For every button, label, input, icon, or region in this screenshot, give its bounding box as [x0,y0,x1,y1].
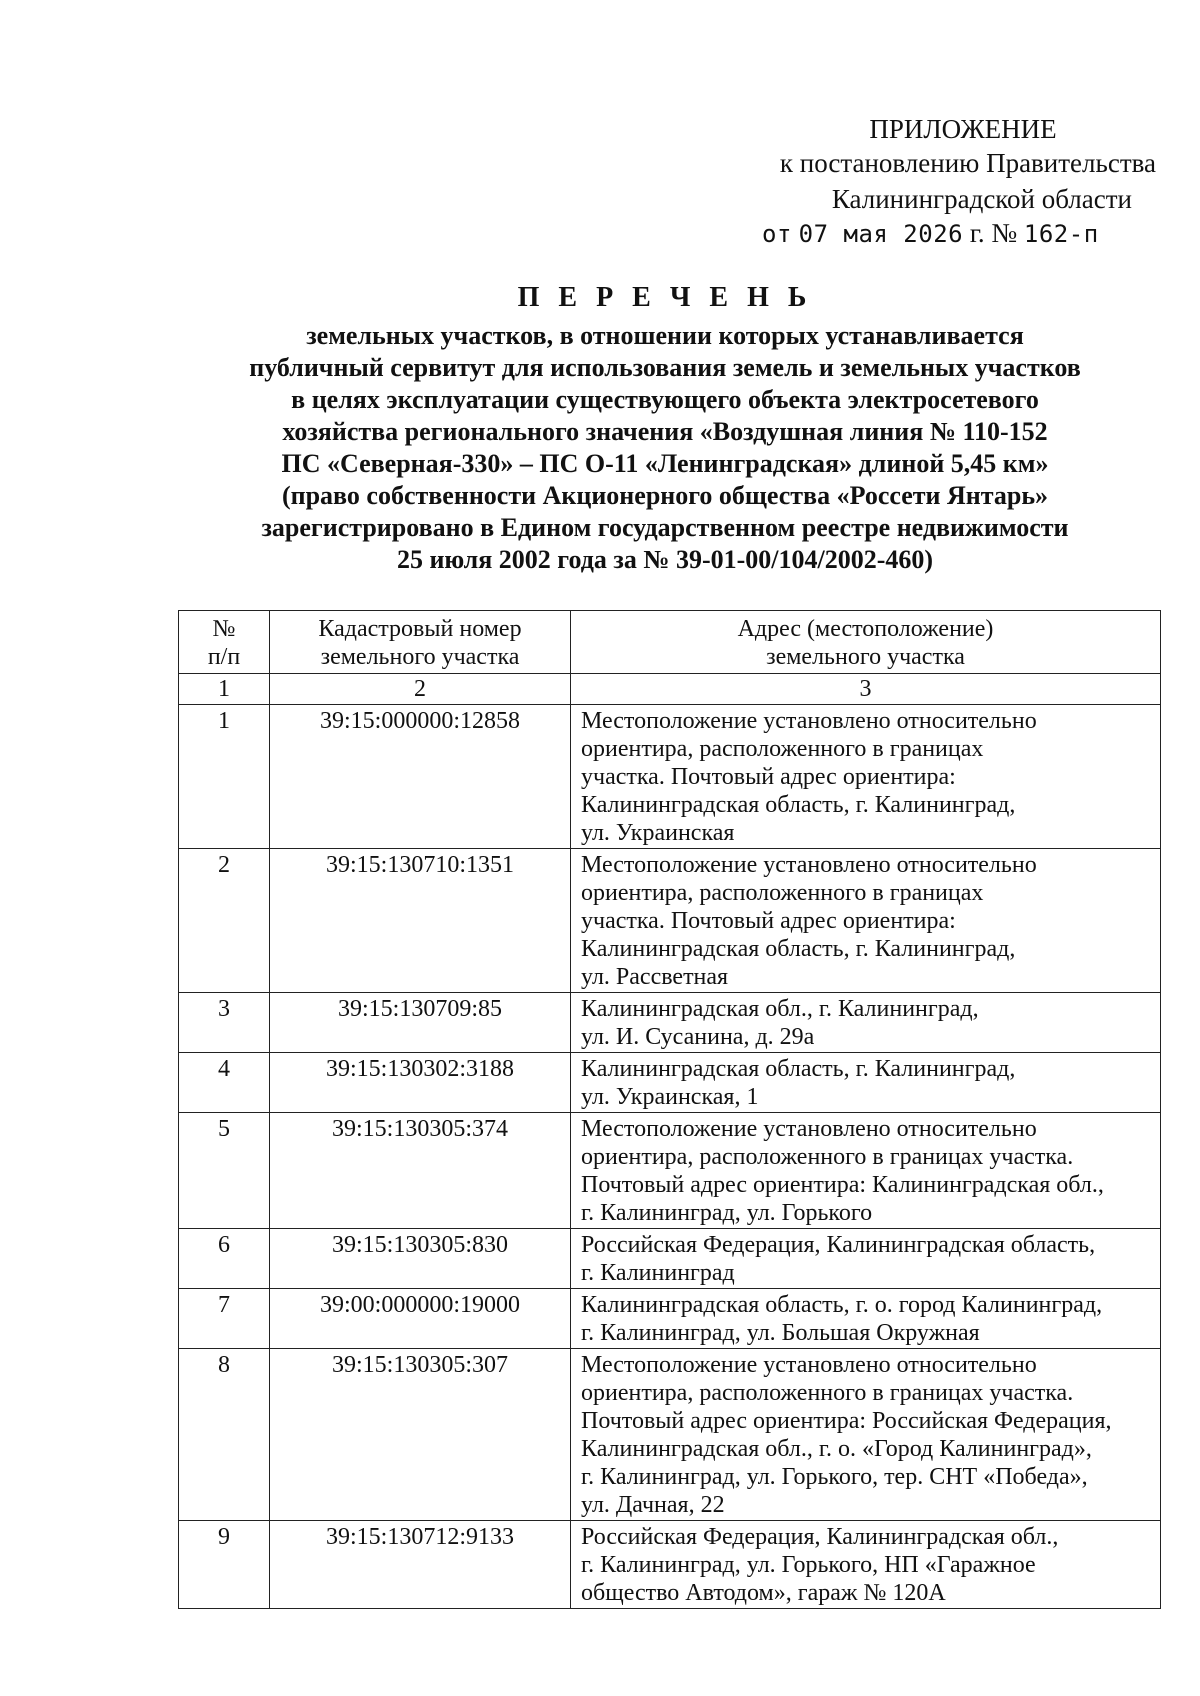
address-line: Калининградская область, г. Калининград, [581,1056,1016,1082]
subtitle-line: (право собственности Акционерного общества «Россети Янтарь» [281,481,1049,510]
cadastral-number: 39:15:130305:307 [270,1349,571,1521]
plot-address [571,1289,1161,1349]
document-subtitle [160,320,1170,576]
plot-address [571,993,1161,1053]
appendix-line-2: Калининградской области [831,184,1132,214]
land-plots-table [178,610,1161,1609]
document-title [160,282,1170,576]
table-row [179,1053,1161,1113]
address-line: ул. Украинская [581,820,735,846]
cadastral-number: 39:15:130709:85 [270,993,571,1053]
row-number: 5 [179,1113,270,1229]
column-numbers-row [179,674,1161,705]
address-line: г. Калининград, ул. Большая Окружная [581,1320,980,1346]
header-cadastral-line: Кадастровый номер [318,616,522,642]
address-line: г. Калининград, ул. Горького, тер. СНТ «Победа», [581,1464,1088,1490]
address-line: Российская Федерация, Калининградская обл., [581,1524,1059,1550]
cadastral-number: 39:15:130712:9133 [270,1521,571,1609]
header-num-line: п/п [207,644,241,670]
row-number: 2 [179,849,270,993]
decree-number: 162-п [1023,220,1099,248]
table-row [179,705,1161,849]
cadastral-number: 39:15:000000:12858 [270,705,571,849]
address-line: Калининградская область, г. о. город Калининград, [581,1292,1103,1318]
table-row [179,1521,1161,1609]
appendix-title: ПРИЛОЖЕНИЕ [869,114,1057,144]
date-prefix: от [762,220,792,248]
row-number: 4 [179,1053,270,1113]
cadastral-number: 39:15:130302:3188 [270,1053,571,1113]
address-line: г. Калининград, ул. Горького [581,1200,873,1226]
plot-address [571,1053,1161,1113]
table-row [179,1113,1161,1229]
plot-address [571,1229,1161,1289]
address-line: Местоположение установлено относительно [581,852,1037,878]
subtitle-line: зарегистрировано в Едином государственном реестре недвижимости [261,513,1069,542]
header-address-line: Адрес (местоположение) [737,616,994,642]
address-line: общество Автодом», гараж № 120А [581,1580,946,1606]
appendix-line-1: к постановлению Правительства [779,148,1156,178]
address-line: Почтовый адрес ориентира: Российская Федерация, [581,1408,1112,1434]
row-number: 7 [179,1289,270,1349]
table-body [179,705,1161,1609]
address-line: г. Калининград, ул. Горького, НП «Гаражное [581,1552,1036,1578]
column-number: 2 [270,674,571,705]
row-number: 1 [179,705,270,849]
address-line: участка. Почтовый адрес ориентира: [581,908,956,934]
subtitle-line: ПС «Северная-330» – ПС О-11 «Ленинградская» длиной 5,45 км» [281,449,1049,478]
appendix-date-line [740,216,1180,251]
appendix-block [740,112,1180,251]
header-cadastral [270,611,571,674]
address-line: Калининградская область, г. Калининград, [581,936,1016,962]
row-number: 6 [179,1229,270,1289]
row-number: 3 [179,993,270,1053]
document-heading: П Е Р Е Ч Е Н Ь [517,282,813,313]
address-line: ориентира, расположенного в границах участка. [581,1144,1074,1170]
table-header-row [179,611,1161,674]
address-line: участка. Почтовый адрес ориентира: [581,764,956,790]
address-line: ориентира, расположенного в границах участка. [581,1380,1074,1406]
address-line: Местоположение установлено относительно [581,1352,1037,1378]
address-line: Калининградская область, г. Калининград, [581,792,1016,818]
header-address [571,611,1161,674]
plot-address [571,849,1161,993]
address-line: ул. И. Сусанина, д. 29а [581,1024,815,1050]
subtitle-line: хозяйства регионального значения «Воздушная линия № 110-152 [282,417,1048,446]
address-line: ул. Дачная, 22 [581,1492,725,1518]
table-row [179,849,1161,993]
cadastral-number: 39:15:130710:1351 [270,849,571,993]
cadastral-number: 39:15:130305:374 [270,1113,571,1229]
subtitle-line: в целях эксплуатации существующего объекта электросетевого [291,385,1039,414]
cadastral-number: 39:00:000000:19000 [270,1289,571,1349]
address-line: Калининградская обл., г. о. «Город Калининград», [581,1436,1092,1462]
address-line: ориентира, расположенного в границах [581,736,984,762]
address-line: г. Калининград [581,1260,735,1286]
address-line: Местоположение установлено относительно [581,708,1037,734]
plot-address [571,1349,1161,1521]
address-line: Калининградская обл., г. Калининград, [581,996,979,1022]
table-row [179,1349,1161,1521]
address-line: Почтовый адрес ориентира: Калининградская обл., [581,1172,1104,1198]
address-line: Местоположение установлено относительно [581,1116,1037,1142]
address-line: ул. Рассветная [581,964,729,990]
subtitle-line: публичный сервитут для использования земель и земельных участков [249,353,1081,382]
header-num-line: № [212,616,236,642]
table-row [179,1289,1161,1349]
plot-address [571,1113,1161,1229]
row-number: 9 [179,1521,270,1609]
plot-address [571,705,1161,849]
header-num [179,611,270,674]
subtitle-line: 25 июля 2002 года за № 39-01-00/104/2002-460) [396,545,934,574]
address-line: ориентира, расположенного в границах [581,880,984,906]
cadastral-number: 39:15:130305:830 [270,1229,571,1289]
address-line: Российская Федерация, Калининградская область, [581,1232,1096,1258]
header-address-line: земельного участка [766,644,965,670]
plot-address [571,1521,1161,1609]
header-cadastral-line: земельного участка [320,644,520,670]
subtitle-line: земельных участков, в отношении которых устанавливается [306,321,1024,350]
column-number: 1 [179,674,270,705]
year-suffix: г. № [969,218,1018,248]
date-value: 07 мая 2026 [798,220,964,248]
column-number: 3 [571,674,1161,705]
address-line: ул. Украинская, 1 [581,1084,759,1110]
table-row [179,1229,1161,1289]
row-number: 8 [179,1349,270,1521]
table-row [179,993,1161,1053]
